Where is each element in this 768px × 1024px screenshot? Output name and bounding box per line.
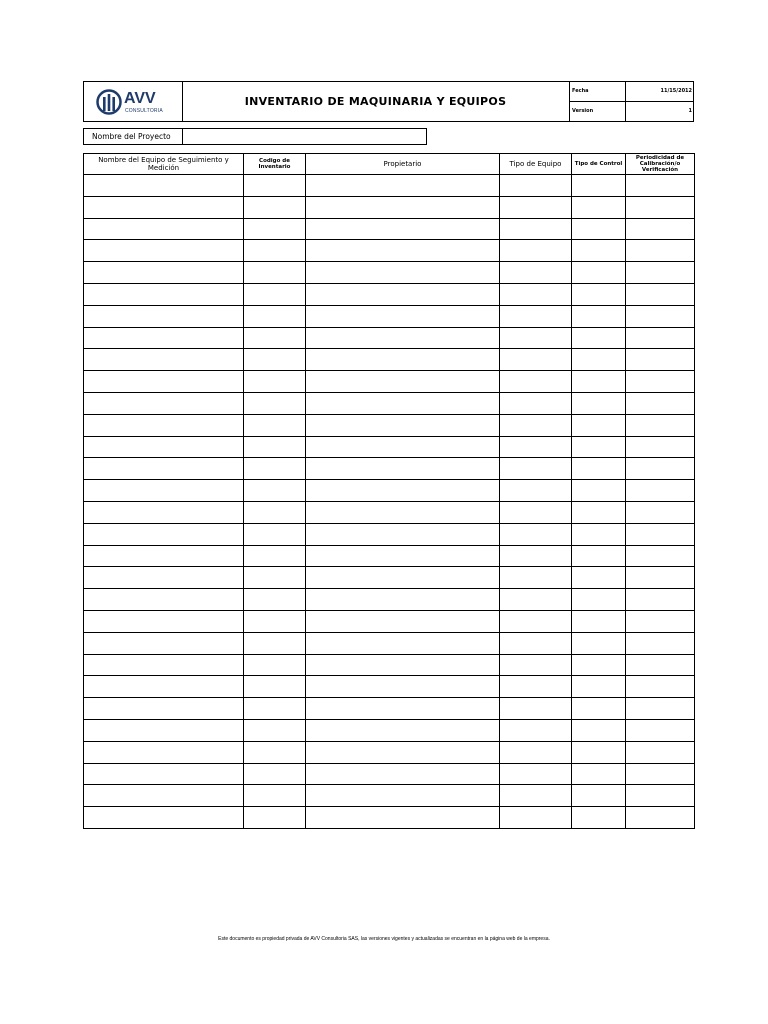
- table-cell[interactable]: [306, 349, 500, 371]
- footer-note: Este documento es propiedad privada de AVV Consultoria SAS, las versiones vigentes y actualizadas se encuentran en la página web de la empresa.: [218, 936, 550, 942]
- table-cell[interactable]: [244, 262, 306, 284]
- inventory-table: [83, 153, 695, 829]
- table-cell[interactable]: [84, 807, 244, 829]
- table-cell[interactable]: [244, 741, 306, 763]
- table-cell[interactable]: [84, 676, 244, 698]
- table-cell[interactable]: [84, 240, 244, 262]
- table-cell[interactable]: [306, 501, 500, 523]
- table-cell[interactable]: [84, 523, 244, 545]
- table-cell[interactable]: [306, 218, 500, 240]
- table-cell[interactable]: [244, 392, 306, 414]
- table-cell[interactable]: [626, 567, 695, 589]
- table-cell[interactable]: [572, 436, 626, 458]
- table-cell[interactable]: [500, 741, 572, 763]
- table-cell[interactable]: [84, 458, 244, 480]
- table-cell[interactable]: [84, 654, 244, 676]
- table-cell[interactable]: [500, 610, 572, 632]
- table-cell[interactable]: [244, 414, 306, 436]
- table-cell[interactable]: [84, 785, 244, 807]
- table-cell[interactable]: [306, 545, 500, 567]
- table-cell[interactable]: [626, 589, 695, 611]
- table-cell[interactable]: [572, 501, 626, 523]
- table-cell[interactable]: [244, 807, 306, 829]
- col-header-codigo: Codigo de Inventario: [244, 154, 306, 175]
- table-cell[interactable]: [572, 632, 626, 654]
- table-cell[interactable]: [626, 545, 695, 567]
- table-row: [84, 676, 695, 698]
- table-cell[interactable]: [306, 175, 500, 197]
- table-cell[interactable]: [500, 349, 572, 371]
- table-row: [84, 785, 695, 807]
- table-cell[interactable]: [500, 545, 572, 567]
- table-cell[interactable]: [626, 523, 695, 545]
- table-cell[interactable]: [306, 785, 500, 807]
- table-cell[interactable]: [500, 523, 572, 545]
- table-cell[interactable]: [306, 305, 500, 327]
- table-cell[interactable]: [626, 175, 695, 197]
- table-row: [84, 240, 695, 262]
- table-cell[interactable]: [626, 763, 695, 785]
- table-cell[interactable]: [626, 414, 695, 436]
- table-cell[interactable]: [500, 501, 572, 523]
- table-row: [84, 501, 695, 523]
- table-cell[interactable]: [500, 371, 572, 393]
- table-cell[interactable]: [500, 676, 572, 698]
- table-cell[interactable]: [626, 501, 695, 523]
- table-cell[interactable]: [306, 610, 500, 632]
- version-label: Version: [572, 108, 594, 114]
- table-cell[interactable]: [244, 719, 306, 741]
- table-cell[interactable]: [84, 371, 244, 393]
- table-cell[interactable]: [306, 719, 500, 741]
- document-title: INVENTARIO DE MAQUINARIA Y EQUIPOS: [244, 95, 507, 108]
- table-cell[interactable]: [572, 458, 626, 480]
- table-cell[interactable]: [626, 632, 695, 654]
- table-cell[interactable]: [306, 589, 500, 611]
- table-cell[interactable]: [500, 283, 572, 305]
- table-cell[interactable]: [500, 654, 572, 676]
- document-header: [83, 81, 694, 122]
- table-cell[interactable]: [244, 501, 306, 523]
- table-cell[interactable]: [306, 763, 500, 785]
- table-cell[interactable]: [572, 589, 626, 611]
- table-cell[interactable]: [626, 719, 695, 741]
- table-cell[interactable]: [84, 262, 244, 284]
- table-row: [84, 523, 695, 545]
- table-cell[interactable]: [244, 610, 306, 632]
- table-cell[interactable]: [306, 567, 500, 589]
- table-cell[interactable]: [626, 349, 695, 371]
- table-cell[interactable]: [500, 785, 572, 807]
- table-cell[interactable]: [626, 698, 695, 720]
- table-cell[interactable]: [500, 305, 572, 327]
- table-cell[interactable]: [84, 414, 244, 436]
- table-cell[interactable]: [572, 698, 626, 720]
- table-cell[interactable]: [306, 698, 500, 720]
- company-logo: [96, 88, 176, 116]
- table-cell[interactable]: [84, 305, 244, 327]
- logo-cell: [84, 82, 183, 121]
- table-cell[interactable]: [244, 523, 306, 545]
- fecha-label: Fecha: [572, 88, 589, 94]
- table-cell[interactable]: [306, 632, 500, 654]
- table-cell[interactable]: [244, 480, 306, 502]
- table-cell[interactable]: [572, 523, 626, 545]
- table-cell[interactable]: [244, 175, 306, 197]
- table-cell[interactable]: [244, 218, 306, 240]
- table-cell[interactable]: [244, 305, 306, 327]
- table-cell[interactable]: [84, 589, 244, 611]
- table-cell[interactable]: [306, 480, 500, 502]
- table-cell[interactable]: [306, 436, 500, 458]
- col-header-periodicidad: Periodicidad de Calibración/o Verificación: [626, 154, 695, 175]
- table-row: [84, 349, 695, 371]
- table-cell[interactable]: [244, 240, 306, 262]
- table-cell[interactable]: [572, 392, 626, 414]
- document-meta: [569, 82, 694, 121]
- table-cell[interactable]: [500, 567, 572, 589]
- table-cell[interactable]: [500, 589, 572, 611]
- table-cell[interactable]: [500, 392, 572, 414]
- table-row: [84, 283, 695, 305]
- table-row: [84, 632, 695, 654]
- table-cell[interactable]: [572, 327, 626, 349]
- table-cell[interactable]: [244, 698, 306, 720]
- table-cell[interactable]: [244, 327, 306, 349]
- table-cell[interactable]: [244, 283, 306, 305]
- table-cell[interactable]: [626, 283, 695, 305]
- table-cell[interactable]: [572, 610, 626, 632]
- table-cell[interactable]: [572, 283, 626, 305]
- table-cell[interactable]: [84, 175, 244, 197]
- table-row: [84, 480, 695, 502]
- table-cell[interactable]: [572, 196, 626, 218]
- table-body: [84, 175, 695, 829]
- table-cell[interactable]: [244, 567, 306, 589]
- table-cell[interactable]: [500, 196, 572, 218]
- col-header-tipo-control: Tipo de Control: [572, 154, 626, 175]
- table-cell[interactable]: [572, 654, 626, 676]
- table-cell[interactable]: [572, 305, 626, 327]
- table-cell[interactable]: [572, 349, 626, 371]
- table-cell[interactable]: [626, 436, 695, 458]
- table-cell[interactable]: [500, 698, 572, 720]
- table-cell[interactable]: [626, 676, 695, 698]
- table-row: [84, 545, 695, 567]
- table-cell[interactable]: [572, 719, 626, 741]
- table-cell[interactable]: [244, 589, 306, 611]
- table-cell[interactable]: [500, 436, 572, 458]
- table-cell[interactable]: [626, 218, 695, 240]
- table-row: [84, 196, 695, 218]
- table-row: [84, 589, 695, 611]
- table-cell[interactable]: [244, 676, 306, 698]
- table-cell[interactable]: [84, 741, 244, 763]
- meta-row-fecha: [570, 82, 694, 102]
- table-cell[interactable]: [572, 218, 626, 240]
- table-row: [84, 741, 695, 763]
- table-row: [84, 698, 695, 720]
- table-row: [84, 371, 695, 393]
- col-header-tipo-equipo: Tipo de Equipo: [500, 154, 572, 175]
- col-header-nombre: Nombre del Equipo de Seguimiento y Medición: [84, 154, 244, 175]
- table-cell[interactable]: [244, 458, 306, 480]
- table-cell[interactable]: [306, 741, 500, 763]
- table-cell[interactable]: [572, 240, 626, 262]
- table-cell[interactable]: [306, 654, 500, 676]
- table-cell[interactable]: [500, 218, 572, 240]
- table-cell[interactable]: [626, 458, 695, 480]
- table-cell[interactable]: [306, 458, 500, 480]
- table-cell[interactable]: [626, 610, 695, 632]
- table-cell[interactable]: [244, 436, 306, 458]
- table-cell[interactable]: [84, 610, 244, 632]
- table-cell[interactable]: [500, 763, 572, 785]
- table-cell[interactable]: [626, 240, 695, 262]
- table-cell[interactable]: [84, 327, 244, 349]
- table-cell[interactable]: [244, 545, 306, 567]
- table-cell[interactable]: [244, 196, 306, 218]
- table-row: [84, 654, 695, 676]
- table-cell[interactable]: [572, 480, 626, 502]
- table-cell[interactable]: [84, 480, 244, 502]
- table-row: [84, 719, 695, 741]
- table-row: [84, 218, 695, 240]
- table-cell[interactable]: [244, 632, 306, 654]
- table-cell[interactable]: [626, 741, 695, 763]
- table-cell[interactable]: [306, 414, 500, 436]
- table-header-row: [84, 154, 695, 175]
- table-row: [84, 567, 695, 589]
- table-cell[interactable]: [626, 807, 695, 829]
- table-cell[interactable]: [244, 785, 306, 807]
- table-cell[interactable]: [244, 349, 306, 371]
- table-cell[interactable]: [572, 414, 626, 436]
- table-cell[interactable]: [626, 371, 695, 393]
- meta-row-version: [570, 102, 694, 122]
- table-cell[interactable]: [626, 196, 695, 218]
- table-row: [84, 305, 695, 327]
- table-cell[interactable]: [500, 480, 572, 502]
- logo-brand-text: AVV: [124, 90, 156, 107]
- logo-subtitle: CONSULTORIA: [125, 108, 163, 114]
- table-cell[interactable]: [500, 262, 572, 284]
- table-cell[interactable]: [244, 763, 306, 785]
- table-cell[interactable]: [84, 196, 244, 218]
- table-cell[interactable]: [84, 763, 244, 785]
- logo-emblem-icon: [96, 88, 122, 116]
- table-cell[interactable]: [306, 392, 500, 414]
- table-cell[interactable]: [500, 807, 572, 829]
- table-cell[interactable]: [306, 196, 500, 218]
- table-cell[interactable]: [306, 283, 500, 305]
- table-cell[interactable]: [306, 371, 500, 393]
- table-row: [84, 175, 695, 197]
- table-cell[interactable]: [84, 545, 244, 567]
- table-cell[interactable]: [626, 305, 695, 327]
- table-cell[interactable]: [84, 567, 244, 589]
- table-cell[interactable]: [626, 262, 695, 284]
- table-cell[interactable]: [500, 632, 572, 654]
- table-cell[interactable]: [84, 349, 244, 371]
- table-row: [84, 807, 695, 829]
- table-cell[interactable]: [244, 654, 306, 676]
- table-cell[interactable]: [572, 741, 626, 763]
- table-cell[interactable]: [306, 262, 500, 284]
- table-cell[interactable]: [84, 719, 244, 741]
- table-cell[interactable]: [500, 175, 572, 197]
- table-cell[interactable]: [500, 240, 572, 262]
- table-cell[interactable]: [572, 676, 626, 698]
- table-cell[interactable]: [500, 414, 572, 436]
- table-cell[interactable]: [306, 240, 500, 262]
- project-label: Nombre del Proyecto: [92, 132, 171, 141]
- table-cell[interactable]: [500, 458, 572, 480]
- table-cell[interactable]: [306, 327, 500, 349]
- table-cell[interactable]: [84, 436, 244, 458]
- table-row: [84, 392, 695, 414]
- table-row: [84, 327, 695, 349]
- table-cell[interactable]: [500, 719, 572, 741]
- table-cell[interactable]: [572, 785, 626, 807]
- table-cell[interactable]: [306, 807, 500, 829]
- table-cell[interactable]: [572, 807, 626, 829]
- table-cell[interactable]: [306, 676, 500, 698]
- table-cell[interactable]: [572, 763, 626, 785]
- table-cell[interactable]: [500, 327, 572, 349]
- table-row: [84, 458, 695, 480]
- table-cell[interactable]: [572, 567, 626, 589]
- table-row: [84, 610, 695, 632]
- table-cell[interactable]: [84, 283, 244, 305]
- table-cell[interactable]: [306, 523, 500, 545]
- table-cell[interactable]: [626, 327, 695, 349]
- version-value: 1: [688, 108, 692, 114]
- project-row: [83, 128, 427, 145]
- col-header-propietario: Propietario: [306, 154, 500, 175]
- table-cell[interactable]: [84, 501, 244, 523]
- table-cell[interactable]: [244, 371, 306, 393]
- table-cell[interactable]: [626, 785, 695, 807]
- table-row: [84, 262, 695, 284]
- table-cell[interactable]: [572, 371, 626, 393]
- table-cell[interactable]: [626, 392, 695, 414]
- table-row: [84, 414, 695, 436]
- table-cell[interactable]: [84, 392, 244, 414]
- table-cell[interactable]: [572, 262, 626, 284]
- table-cell[interactable]: [84, 698, 244, 720]
- table-cell[interactable]: [572, 545, 626, 567]
- table-row: [84, 436, 695, 458]
- table-cell[interactable]: [572, 175, 626, 197]
- fecha-value: 11/15/2012: [660, 88, 692, 94]
- table-cell[interactable]: [626, 480, 695, 502]
- table-cell[interactable]: [626, 654, 695, 676]
- table-cell[interactable]: [84, 632, 244, 654]
- table-row: [84, 763, 695, 785]
- table-cell[interactable]: [84, 218, 244, 240]
